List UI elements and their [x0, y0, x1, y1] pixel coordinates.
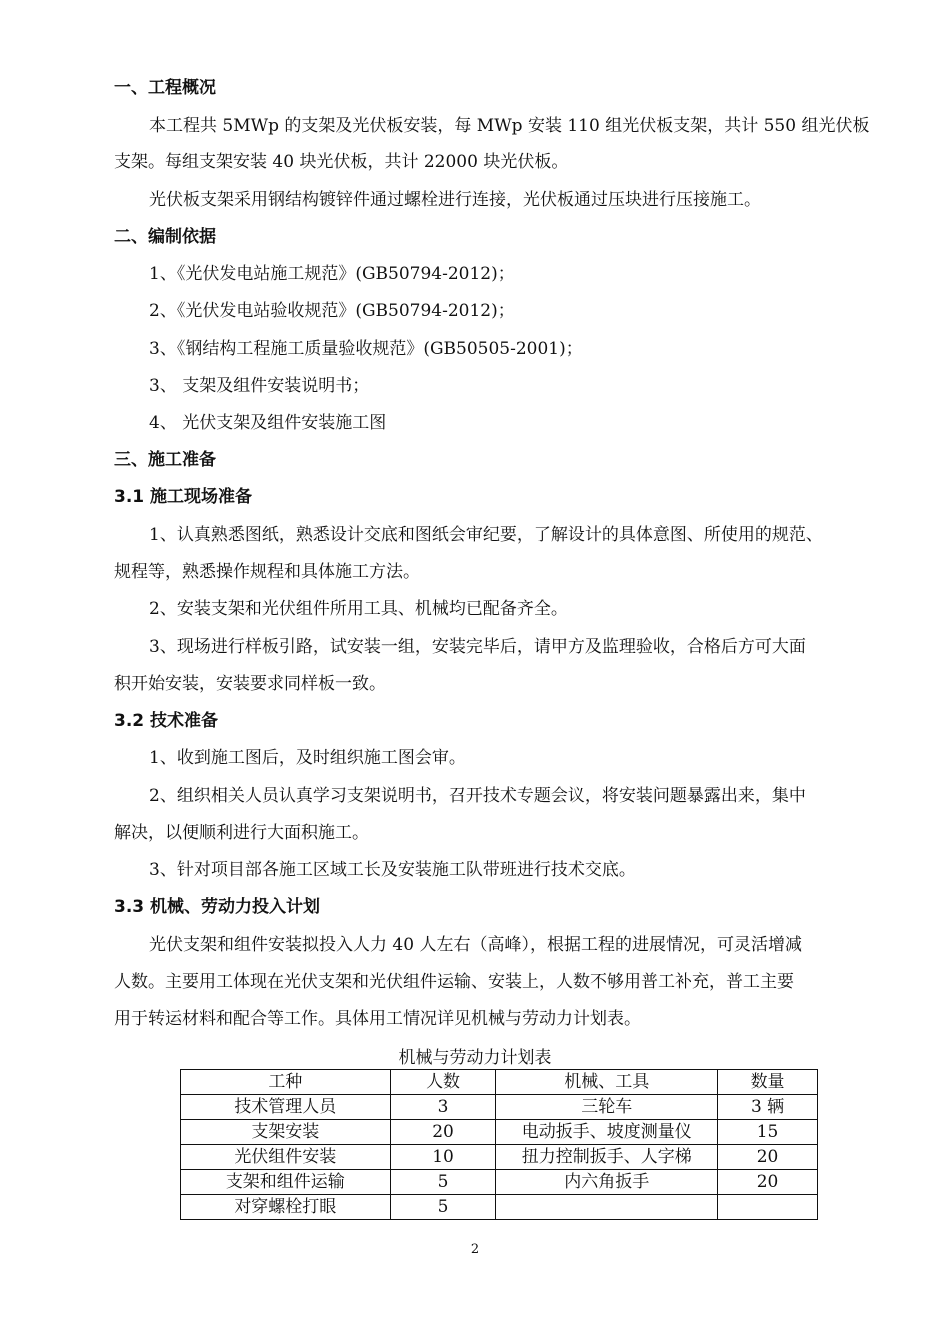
section-heading-preparation: 三、施工准备 — [114, 450, 216, 470]
table-cell: 对穿螺栓打眼 — [181, 1195, 391, 1220]
header-cell: 工种 — [181, 1070, 391, 1095]
list-item: 1、《光伏发电站施工规范》(GB50794-2012)； — [149, 264, 515, 284]
list-item: 3、《钢结构工程施工质量验收规范》(GB50505-2001)； — [149, 339, 583, 359]
subsection-heading: 3.3 机械、劳动力投入计划 — [114, 897, 321, 917]
paragraph-line: 1、认真熟悉图纸，熟悉设计交底和图纸会审纪要，了解设计的具体意图、所使用的规范、 — [149, 525, 823, 545]
table-cell: 10 — [390, 1145, 496, 1170]
table-cell: 电动扳手、坡度测量仪 — [496, 1120, 718, 1145]
list-item: 3、 支架及组件安装说明书； — [149, 376, 370, 396]
table-cell: 技术管理人员 — [181, 1095, 391, 1120]
paragraph-line: 光伏支架和组件安装拟投入人力 40 人左右（高峰），根据工程的进展情况，可灵活增减 — [149, 935, 802, 955]
paragraph-line: 用于转运材料和配合等工作。具体用工情况详见机械与劳动力计划表。 — [114, 1009, 641, 1029]
paragraph-line: 本工程共 5MWp 的支架及光伏板安装，每 MWp 安装 110 组光伏板支架，共计 550 组光伏板 — [149, 116, 870, 136]
table-caption: 机械与劳动力计划表 — [398, 1048, 552, 1068]
paragraph-line: 3、现场进行样板引路，试安装一组，安装完毕后，请甲方及监理验收，合格后方可大面 — [149, 637, 806, 657]
paragraph-line: 积开始安装，安装要求同样板一致。 — [114, 674, 386, 694]
table-row — [181, 1195, 818, 1220]
table-cell: 5 — [390, 1170, 496, 1195]
table-cell: 扭力控制扳手、人字梯 — [496, 1145, 718, 1170]
list-item: 4、 光伏支架及组件安装施工图 — [149, 413, 387, 433]
table-cell: 20 — [390, 1120, 496, 1145]
section-heading-overview: 一、工程概况 — [114, 78, 216, 98]
paragraph-line: 1、收到施工图后，及时组织施工图会审。 — [149, 748, 466, 768]
paragraph-line: 2、组织相关人员认真学习支架说明书，召开技术专题会议，将安装问题暴露出来，集中 — [149, 786, 806, 806]
table-cell: 20 — [718, 1170, 818, 1195]
paragraph-line: 人数。主要用工体现在光伏支架和光伏组件运输、安装上，人数不够用普工补充，普工主要 — [114, 972, 794, 992]
table-cell: 支架和组件运输 — [181, 1170, 391, 1195]
paragraph-line: 光伏板支架采用钢结构镀锌件通过螺栓进行连接，光伏板通过压块进行压接施工。 — [149, 190, 761, 210]
table-cell: 3 辆 — [718, 1095, 818, 1120]
table-cell — [718, 1195, 818, 1220]
table-cell: 3 — [390, 1095, 496, 1120]
paragraph-line: 支架。每组支架安装 40 块光伏板，共计 22000 块光伏板。 — [114, 152, 569, 172]
table-cell: 内六角扳手 — [496, 1170, 718, 1195]
paragraph-line: 3、针对项目部各施工区域工长及安装施工队带班进行技术交底。 — [149, 860, 636, 880]
page-number: 2 — [470, 1242, 480, 1257]
machinery-labor-table — [180, 1069, 818, 1220]
paragraph-line: 2、安装支架和光伏组件所用工具、机械均已配备齐全。 — [149, 599, 568, 619]
subsection-heading: 3.2 技术准备 — [114, 711, 219, 731]
table-cell: 支架安装 — [181, 1120, 391, 1145]
header-cell: 人数 — [390, 1070, 496, 1095]
table-cell: 三轮车 — [496, 1095, 718, 1120]
table-cell: 5 — [390, 1195, 496, 1220]
table-cell: 15 — [718, 1120, 818, 1145]
table-cell: 20 — [718, 1145, 818, 1170]
table-row — [181, 1145, 818, 1170]
paragraph-line: 规程等，熟悉操作规程和具体施工方法。 — [114, 562, 420, 582]
header-cell: 数量 — [718, 1070, 818, 1095]
paragraph-line: 解决，以便顺利进行大面积施工。 — [114, 823, 369, 843]
table-cell — [496, 1195, 718, 1220]
table-row — [181, 1170, 818, 1195]
table-cell: 光伏组件安装 — [181, 1145, 391, 1170]
table-row — [181, 1120, 818, 1145]
list-item: 2、《光伏发电站验收规范》(GB50794-2012)； — [149, 301, 515, 321]
table-header-row — [181, 1070, 818, 1095]
section-heading-basis: 二、编制依据 — [114, 227, 216, 247]
subsection-heading: 3.1 施工现场准备 — [114, 487, 253, 507]
table-row — [181, 1095, 818, 1120]
header-cell: 机械、工具 — [496, 1070, 718, 1095]
